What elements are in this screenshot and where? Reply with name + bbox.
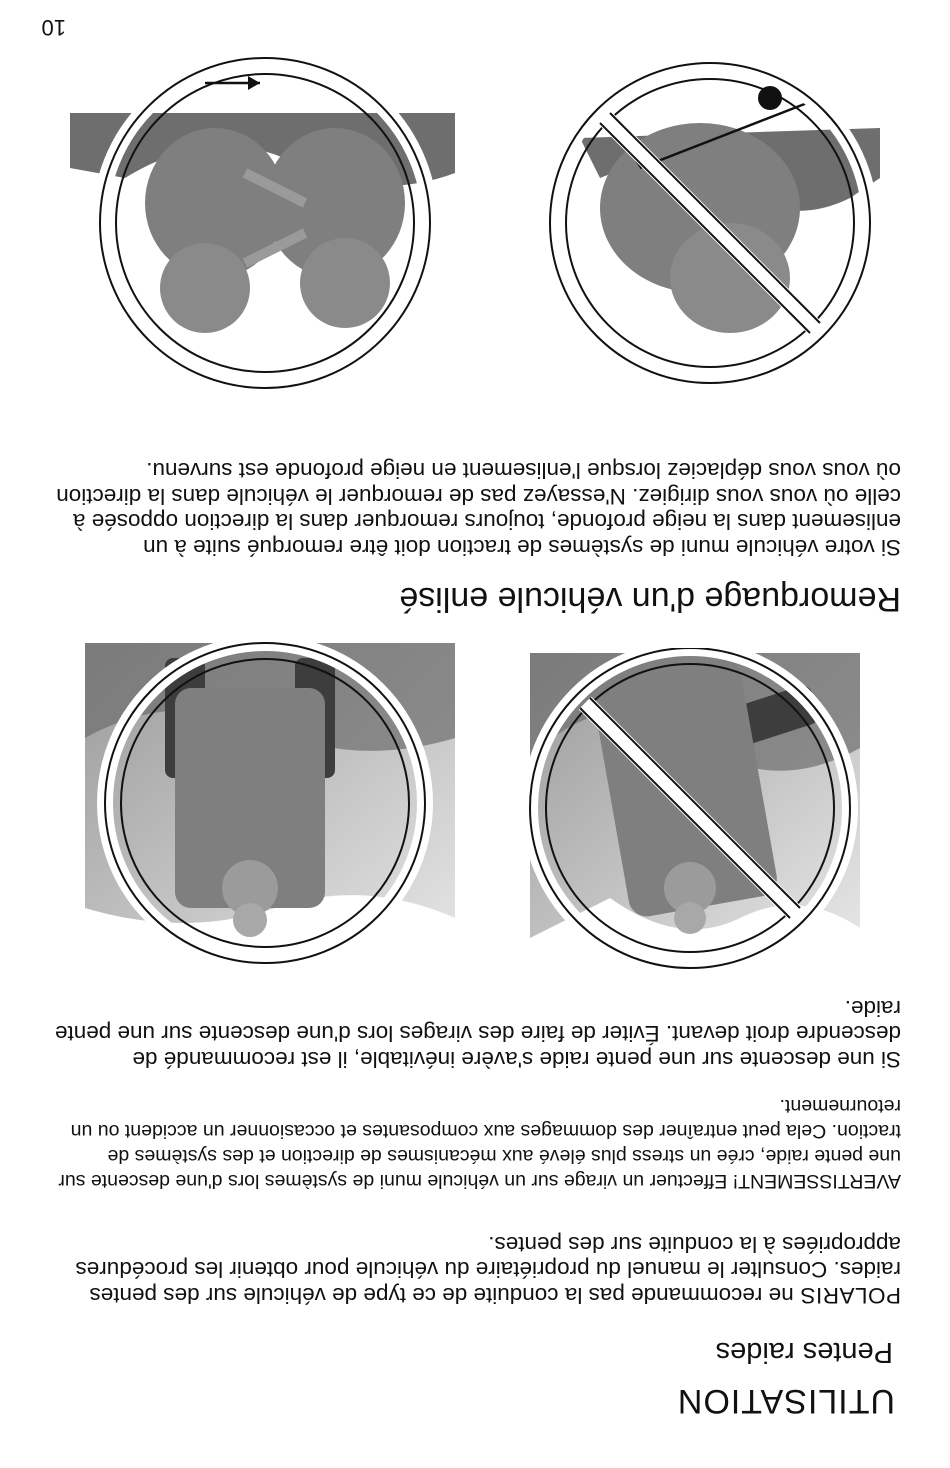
towing-paragraph: Si votre véhicule muni de systèmes de traction doit être remorqué suite à un enlisement dans la neige profonde, toujours remorquer dans la direction opposée à celle où vous vous dirigiez. N'essayez pas de remorquer le véhicule dans la direction où vous vous déplaciez lorsque l'enlisement en neige profonde est survenu. — [56, 458, 901, 560]
intro-paragraph — [51, 1232, 901, 1309]
slope-illustration-correct — [80, 638, 455, 978]
brand-name: POLARIS — [799, 1283, 901, 1308]
warning-label: AVERTISSEMENT! — [732, 1170, 901, 1192]
warning-text: Effectuer un virage sur un véhicule muni de systèmes lors d'une descente sur une pente raide, crée un stress plus élevé aux mécanismes de direction et des systèmes de traction. Cela peut entraîner des dommages aux composantes et occasionner un accident ou un retournement. — [58, 1095, 901, 1192]
warning-paragraph — [51, 1093, 901, 1193]
towing-heading: Remorquage d'un véhicule enlisé — [399, 580, 901, 618]
slope-illustration-wrong — [520, 648, 860, 978]
descent-paragraph: Si une descente sur une pente raide s'avère inévitable, il est recommandé de descendre droit devant. Éviter de faire des virages lors d'une descente sur une pente raide. — [54, 996, 901, 1072]
tow-illustration-correct — [70, 48, 455, 403]
tow-illustration-wrong — [540, 53, 880, 398]
section-title: UTILISATION — [676, 1382, 895, 1420]
page-number: 10 — [41, 15, 66, 40]
intro-text: ne recommande pas la conduite de ce type de véhicule sur des pentes raides. Consulter le manuel du propriétaire du véhicule pour obtenir les procédures appropriées à la conduite sur des pentes. — [75, 1232, 901, 1308]
subsection-title: Pentes raides — [715, 1336, 893, 1368]
